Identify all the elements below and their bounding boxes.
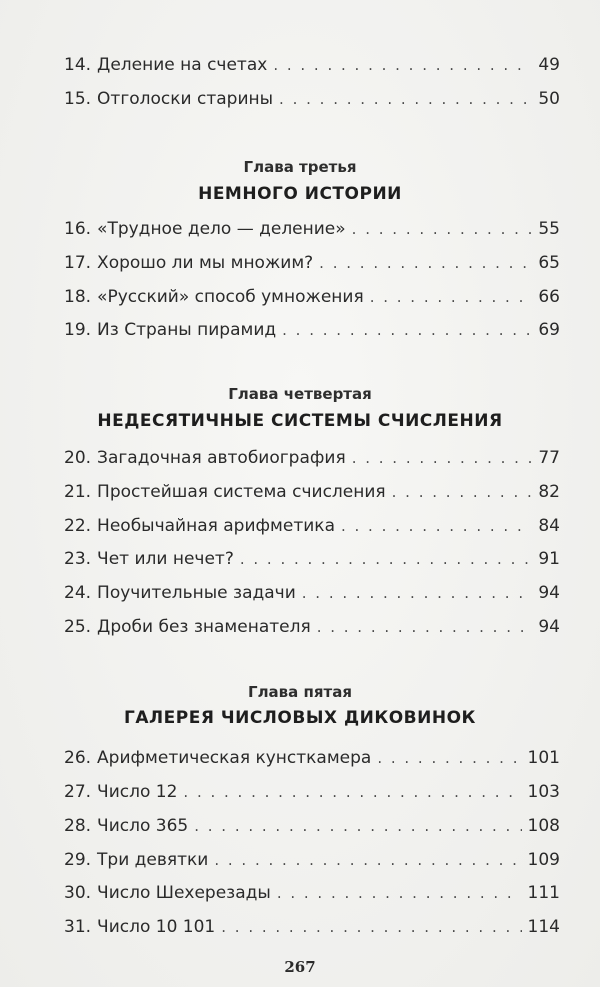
entry-page: 103 xyxy=(527,782,560,802)
entry-title: Три девятки xyxy=(97,850,209,870)
dot-leader xyxy=(214,843,521,877)
entry-page: 66 xyxy=(538,287,560,307)
entry-page: 55 xyxy=(538,219,560,239)
dot-leader xyxy=(194,809,521,843)
toc-entry-17 xyxy=(64,246,560,280)
entry-page: 94 xyxy=(538,583,560,603)
toc-entry-26 xyxy=(64,741,560,775)
entry-page: 82 xyxy=(538,482,560,502)
toc-entry-30 xyxy=(64,876,560,910)
entry-title: Необычайная арифметика xyxy=(97,516,335,536)
toc-entry-19 xyxy=(64,313,560,347)
entry-number: 20. xyxy=(64,448,92,468)
dot-leader xyxy=(352,441,532,475)
entry-page: 109 xyxy=(527,850,560,870)
entry-number: 24. xyxy=(64,583,92,603)
entry-title: «Трудное дело — деление» xyxy=(97,219,346,239)
entry-title: Отголоски старины xyxy=(97,89,274,109)
toc-entry-20 xyxy=(64,441,560,475)
entry-number: 28. xyxy=(64,816,92,836)
entry-title: Арифметическая кунсткамера xyxy=(97,748,372,768)
entry-page: 50 xyxy=(538,89,560,109)
entry-page: 77 xyxy=(538,448,560,468)
toc-entry-15 xyxy=(64,82,560,116)
entry-title: Простейшая система счисления xyxy=(97,482,386,502)
entry-page: 69 xyxy=(538,320,560,340)
entry-number: 21. xyxy=(64,482,92,502)
toc-entry-31 xyxy=(64,910,560,944)
toc-entry-14 xyxy=(64,48,560,82)
entry-number: 25. xyxy=(64,617,92,637)
dot-leader xyxy=(317,610,532,644)
dot-leader xyxy=(377,741,521,775)
toc-entry-25 xyxy=(64,610,560,644)
entry-page: 94 xyxy=(538,617,560,637)
entry-number: 23. xyxy=(64,549,92,569)
toc-entry-28 xyxy=(64,809,560,843)
dot-leader xyxy=(221,910,521,944)
entry-number: 14. xyxy=(64,55,92,75)
entry-title: Дроби без знаменателя xyxy=(97,617,311,637)
entry-title: Загадочная автобиография xyxy=(97,448,346,468)
entry-title: Число Шехерезады xyxy=(97,883,271,903)
entry-title: Число 365 xyxy=(97,816,189,836)
entry-number: 18. xyxy=(64,287,92,307)
toc-entry-16 xyxy=(64,212,560,246)
entry-page: 49 xyxy=(538,55,560,75)
dot-leader xyxy=(279,82,532,116)
entry-title: «Русский» способ умножения xyxy=(97,287,364,307)
entry-number: 31. xyxy=(64,917,92,937)
toc-entry-23 xyxy=(64,542,560,576)
chapter-3-label: Глава третья xyxy=(243,158,357,176)
dot-leader xyxy=(370,280,532,314)
entry-number: 27. xyxy=(64,782,92,802)
toc-entry-18 xyxy=(64,280,560,314)
entry-page: 101 xyxy=(527,748,560,768)
chapter-5-label: Глава пятая xyxy=(248,683,352,701)
entry-title: Хорошо ли мы множим? xyxy=(97,253,314,273)
toc-entry-22 xyxy=(64,509,560,543)
entry-number: 26. xyxy=(64,748,92,768)
chapter-4-label: Глава четвертая xyxy=(228,385,372,403)
toc-entry-29 xyxy=(64,843,560,877)
chapter-4-title: НЕДЕСЯТИЧНЫЕ СИСТЕМЫ СЧИСЛЕНИЯ xyxy=(97,411,503,431)
entry-number: 29. xyxy=(64,850,92,870)
dot-leader xyxy=(341,509,532,543)
dot-leader xyxy=(240,542,532,576)
dot-leader xyxy=(282,313,532,347)
entry-page: 91 xyxy=(538,549,560,569)
page-number: 267 xyxy=(284,958,316,976)
dot-leader xyxy=(352,212,532,246)
dot-leader xyxy=(277,876,522,910)
entry-number: 17. xyxy=(64,253,92,273)
entry-page: 84 xyxy=(538,516,560,536)
toc-entry-21 xyxy=(64,475,560,509)
dot-leader xyxy=(183,775,521,809)
entry-title: Число 12 xyxy=(97,782,178,802)
entry-title: Поучительные задачи xyxy=(97,583,296,603)
dot-leader xyxy=(319,246,532,280)
entry-number: 15. xyxy=(64,89,92,109)
chapter-5-title: ГАЛЕРЕЯ ЧИСЛОВЫХ ДИКОВИНОК xyxy=(124,708,476,728)
entry-page: 114 xyxy=(527,917,560,937)
dot-leader xyxy=(302,576,532,610)
dot-leader xyxy=(273,48,532,82)
entry-number: 16. xyxy=(64,219,92,239)
toc-entry-24 xyxy=(64,576,560,610)
entry-title: Чет или нечет? xyxy=(97,549,234,569)
entry-number: 30. xyxy=(64,883,92,903)
entry-number: 22. xyxy=(64,516,92,536)
entry-title: Из Страны пирамид xyxy=(97,320,277,340)
chapter-3-title: НЕМНОГО ИСТОРИИ xyxy=(198,184,402,204)
dot-leader xyxy=(392,475,532,509)
entry-page: 108 xyxy=(527,816,560,836)
entry-title: Число 10 101 xyxy=(97,917,216,937)
entry-title: Деление на счетах xyxy=(97,55,268,75)
entry-page: 65 xyxy=(538,253,560,273)
toc-entry-27 xyxy=(64,775,560,809)
entry-page: 111 xyxy=(527,883,560,903)
entry-number: 19. xyxy=(64,320,92,340)
